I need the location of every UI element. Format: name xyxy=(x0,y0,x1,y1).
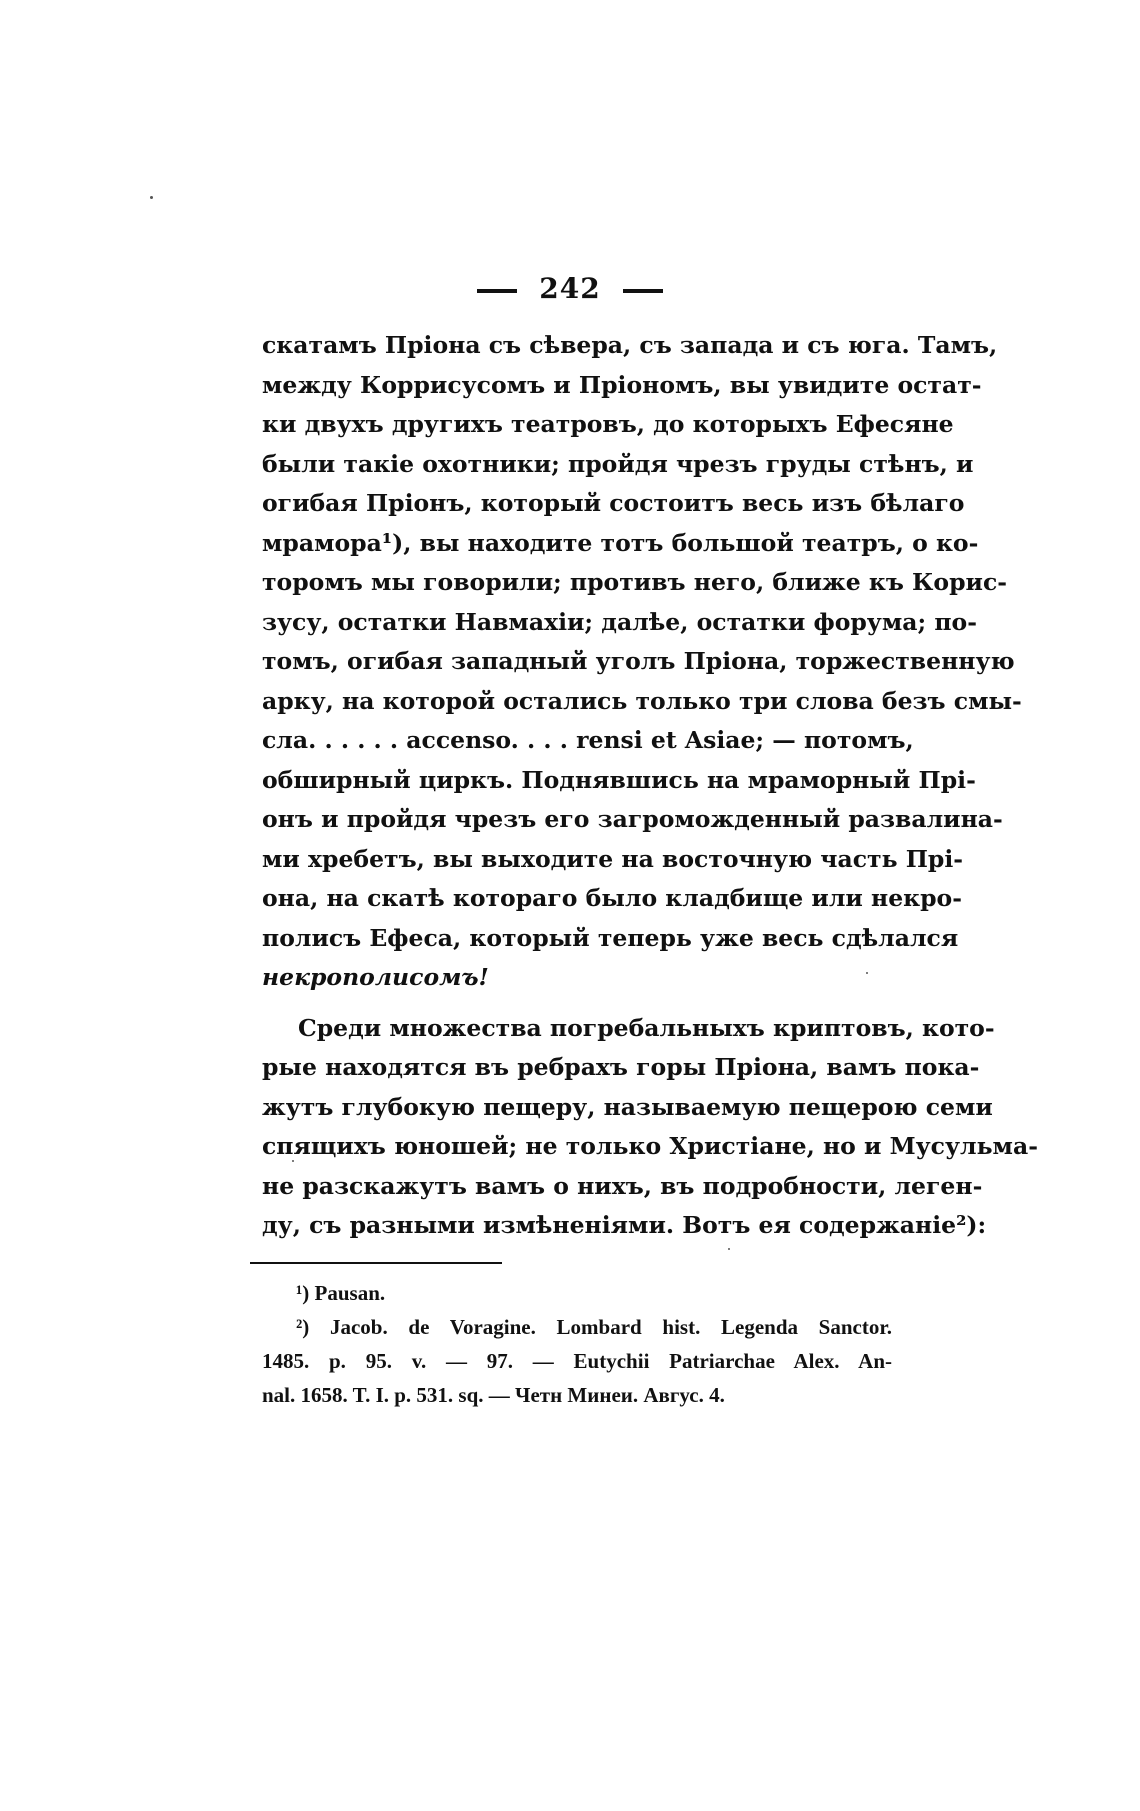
text-line: торомъ мы говорили; противъ него, ближе къ Корис- xyxy=(262,568,1008,596)
text-line: ми хребетъ, вы выходите на восточную часть Прі- xyxy=(262,844,964,873)
text-line: она, на скатѣ котораго было кладбище или некро- xyxy=(262,884,962,912)
text-line: обширный циркъ. Поднявшись на мраморный Прі- xyxy=(262,765,976,794)
text-line: не разскажутъ вамъ о нихъ, въ подробности, леген- xyxy=(262,1171,983,1200)
footnote-line: 1485. p. 95. v. — 97. — Eutychii Patriarchae Alex. An- xyxy=(262,1349,892,1373)
text-line: арку, на которой остались только три слова безъ смы- xyxy=(262,686,1022,715)
text-line: онъ и пройдя чрезъ его загроможденный развалина- xyxy=(262,805,1003,833)
text-line: спящихъ юношей; не только Христіане, но и Мусульма- xyxy=(262,1132,1038,1160)
text-line: рые находятся въ ребрахъ горы Пріона, вамъ пока- xyxy=(262,1053,980,1081)
scan-speck xyxy=(150,196,153,199)
page-number: 242 xyxy=(539,272,601,305)
text-line: мрамора¹), вы находите тотъ большой театръ, о ко- xyxy=(262,528,979,557)
scan-speck xyxy=(728,1248,730,1250)
text-line: между Коррисусомъ и Пріономъ, вы увидите остат- xyxy=(262,370,982,399)
page-header xyxy=(0,272,1140,305)
text-line: сла. . . . . . accenso. . . . rensi et Asiae; — потомъ, xyxy=(262,726,914,754)
footnote-line: ¹) Pausan. xyxy=(296,1281,386,1305)
text-line: были такіе охотники; пройдя чрезъ груды стѣнъ, и xyxy=(262,449,974,478)
text-line: зусу, остатки Навмахіи; далѣе, остатки форума; по- xyxy=(262,607,977,636)
text-line: томъ, огибая западный уголъ Пріона, торжественную xyxy=(262,647,1015,675)
text-line: жутъ глубокую пещеру, называемую пещерою семи xyxy=(262,1092,993,1121)
text-line: скатамъ Пріона съ сѣвера, съ запада и съ юга. Тамъ, xyxy=(262,331,998,359)
footnote-line: ²) Jacob. de Voragine. Lombard hist. Legenda Sanctor. xyxy=(296,1315,892,1339)
footnote-rule xyxy=(250,1262,502,1264)
footnote-line: nal. 1658. T. I. p. 531. sq. — Четн Минеи. Авгус. 4. xyxy=(262,1383,725,1407)
text-line: полисъ Ефеса, который теперь уже весь сдѣлался xyxy=(262,923,959,952)
text-line: ду, съ разными измѣненіями. Вотъ ея содержаніе²): xyxy=(262,1211,987,1239)
header-dash-left xyxy=(477,289,517,293)
main-text xyxy=(262,326,1038,1246)
text-line: огибая Пріонъ, который состоитъ весь изъ бѣлаго xyxy=(262,489,965,517)
text-line: ки двухъ другихъ театровъ, до которыхъ Ефесяне xyxy=(262,410,954,438)
header-dash-right xyxy=(623,289,663,293)
footnotes xyxy=(262,1276,892,1412)
text-line: некрополисомъ! xyxy=(262,963,489,991)
text-line: Среди множества погребальныхъ криптовъ, кото- xyxy=(298,1013,995,1042)
